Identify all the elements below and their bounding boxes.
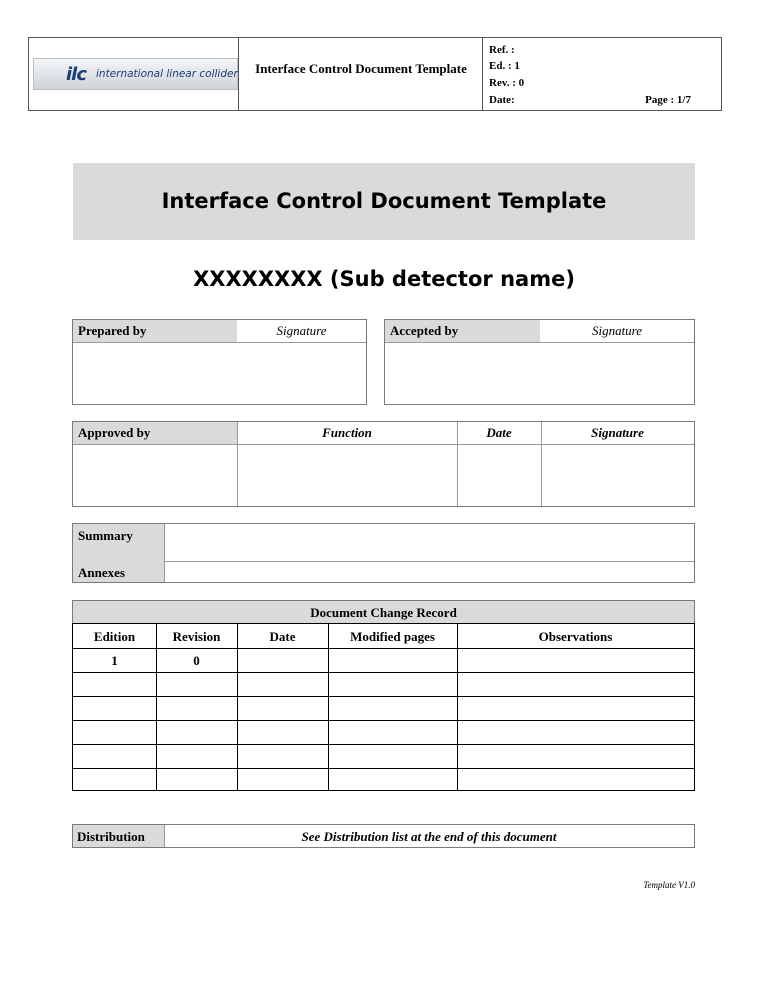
approved-by-function: Function <box>322 425 372 440</box>
summary-annexes-box <box>72 523 695 583</box>
accepted-by-box <box>384 319 695 405</box>
header-page-number: Page : 1/7 <box>645 94 691 106</box>
approved-by-label: Approved by <box>78 425 151 440</box>
row-1-revision: 0 <box>193 653 200 668</box>
approved-by-signature: Signature <box>591 425 644 440</box>
prepared-by-box <box>72 319 367 405</box>
header-ref: Ref. : <box>489 44 515 56</box>
distribution-text: See Distribution list at the end of this document <box>301 829 557 844</box>
change-record-table <box>72 623 695 791</box>
header-logo-cell <box>29 38 239 110</box>
title-banner <box>73 163 695 240</box>
prepared-by-signature: Signature <box>276 323 327 338</box>
ilc-logo <box>33 58 238 90</box>
column-observations: Observations <box>538 629 613 644</box>
header-edition: Ed. : 1 <box>489 60 520 72</box>
distribution-box <box>72 824 695 848</box>
main-title: Interface Control Document Template <box>161 189 607 213</box>
row-1-edition: 1 <box>111 653 118 668</box>
template-version: Template V1.0 <box>643 880 695 890</box>
change-record-title: Document Change Record <box>310 605 457 620</box>
header-revision: Rev. : 0 <box>489 77 525 89</box>
column-modified-pages: Modified pages <box>350 629 435 644</box>
change-record-header <box>72 600 695 624</box>
summary-label: Summary <box>78 528 133 543</box>
column-revision: Revision <box>172 629 221 644</box>
column-edition: Edition <box>93 629 136 644</box>
approved-by-box <box>72 421 695 507</box>
distribution-label: Distribution <box>77 829 145 844</box>
approved-by-date: Date <box>486 425 512 440</box>
column-date: Date <box>269 629 296 644</box>
prepared-by-label: Prepared by <box>78 323 147 338</box>
header-date: Date: <box>489 94 515 106</box>
logo-text: international linear collider <box>96 68 238 80</box>
annexes-label: Annexes <box>78 565 125 580</box>
accepted-by-label: Accepted by <box>390 323 459 338</box>
logo-mark: ilc <box>66 64 87 85</box>
subtitle: XXXXXXXX (Sub detector name) <box>193 267 575 291</box>
header-title: Interface Control Document Template <box>255 61 467 76</box>
accepted-by-signature: Signature <box>591 323 643 338</box>
document-header <box>28 37 722 111</box>
